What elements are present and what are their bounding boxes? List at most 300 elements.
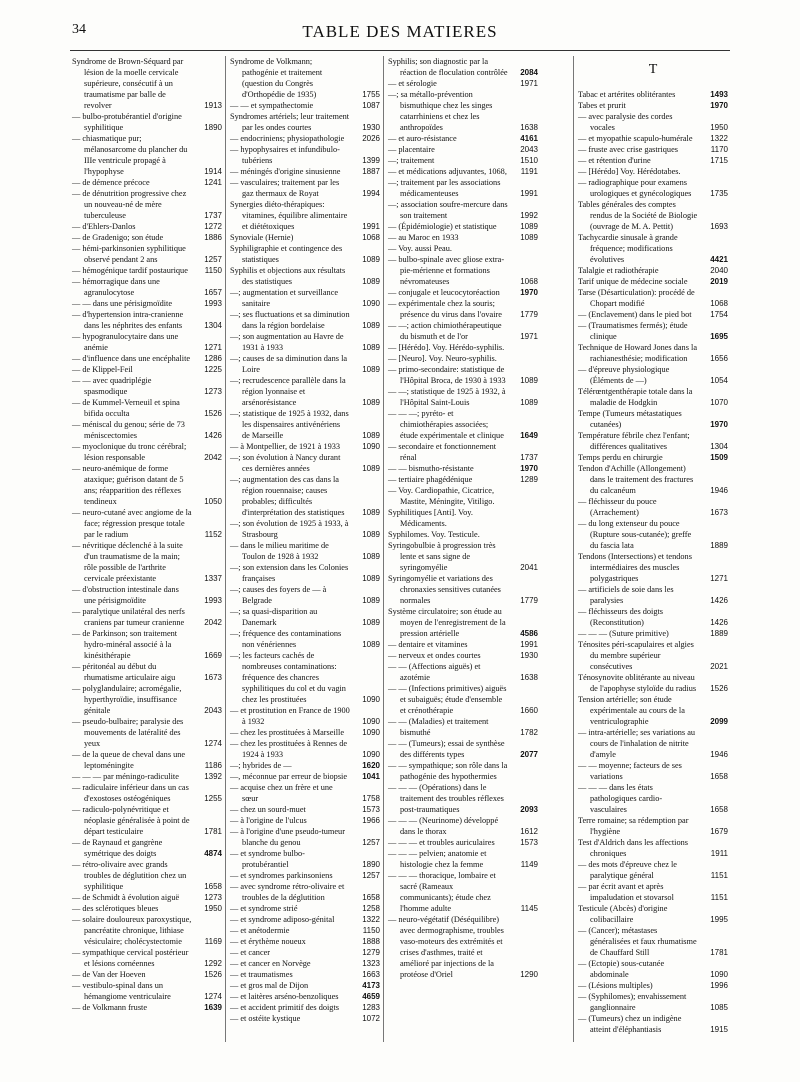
index-entry-text: — — — (Opérations) dans le traitement des troubles réflexes post-traumatiques: [388, 783, 504, 814]
index-entry-page: 1054: [710, 376, 728, 385]
index-entry: [388, 837, 538, 848]
index-entry-text: — radiographique pour examens urologiques et gynécologiques: [578, 178, 692, 198]
index-entry-text: — chez les prostituées à Rennes de 1924 à 1933: [230, 739, 348, 759]
index-entry-text: —; sa quasi-disparition au Danemark: [230, 607, 318, 627]
index-entry-page: 1950: [710, 123, 728, 132]
index-entry-page: 1971: [520, 332, 538, 341]
index-entry-page: 2093: [520, 805, 538, 814]
index-entry-text: Tables générales des comptes rendus de la Société de Biologie (ouvrage de M. A. Pettit): [578, 200, 698, 231]
index-entry-page: 1274: [204, 992, 222, 1001]
index-entry-page: 1673: [710, 508, 728, 517]
index-entry: [230, 408, 380, 441]
index-entry-page: 2026: [362, 134, 380, 143]
index-entry-text: —; les facteurs cachés de nombreuses contaminations: fréquence des chancres syphilitiques du col et du vagin chez les prostituées: [230, 651, 346, 704]
index-entry-page: 1151: [710, 893, 728, 902]
index-entry-text: — de Klippel-Feil: [72, 365, 133, 374]
index-entry-page: 1715: [710, 156, 728, 165]
index-entry-page: 1089: [362, 431, 380, 440]
index-entry-page: 1169: [204, 937, 222, 946]
index-entry-text: Terre romaine; sa rédemption par l'hygiène: [578, 816, 689, 836]
index-entry: [388, 408, 538, 441]
index-entry-page: 1150: [362, 926, 380, 935]
index-entry-page: 1090: [710, 970, 728, 979]
index-entry-text: —; sa métallo-prévention bismuthique chez les singes catarrhiniens et chez les anthropoïdes: [388, 90, 493, 132]
index-entry: [388, 760, 538, 782]
index-entry: [72, 419, 222, 441]
index-entry: [388, 815, 538, 837]
index-entry-page: 1695: [710, 332, 728, 341]
index-entry: [388, 298, 538, 320]
index-entry: [230, 243, 380, 265]
index-entry: [230, 925, 380, 936]
index-entry-page: 1660: [520, 706, 538, 715]
index-entry-text: — hémi-parkinsonien syphilitique observé pendant 2 ans: [72, 244, 186, 264]
index-entry-page: 1170: [710, 145, 728, 154]
index-entry: [72, 221, 222, 232]
index-entry-page: 1089: [362, 574, 380, 583]
index-entry: [230, 452, 380, 474]
index-entry-text: — fléchisseur du pouce (Arrachement): [578, 497, 657, 517]
index-entry-text: Tabac et artérites oblitérantes: [578, 90, 676, 99]
index-entry: [388, 353, 538, 364]
index-entry: [72, 947, 222, 969]
index-entry-page: 1322: [362, 915, 380, 924]
index-entry-page: 1068: [362, 233, 380, 242]
index-entry-page: 1186: [204, 761, 222, 770]
index-entry-page: 1758: [362, 794, 380, 803]
index-entry-page: 1639: [204, 1003, 222, 1012]
index-entry: [578, 276, 728, 287]
index-entry-text: — hémorragique dans une agranulocytose: [72, 277, 160, 297]
index-entry: [230, 771, 380, 782]
index-entry-text: — et syndromes parkinsoniens: [230, 871, 333, 880]
index-entry: [578, 991, 728, 1013]
index-entry: [72, 243, 222, 265]
index-entry-text: — (Syphilomes); envahissement ganglionnaire: [578, 992, 687, 1012]
index-entry-page: 1392: [204, 772, 222, 781]
index-entry-page: 2021: [710, 662, 728, 671]
index-entry-text: — de démence précoce: [72, 178, 150, 187]
index-entry-text: — — avec quadriplégie spasmodique: [72, 376, 152, 396]
index-entry: [72, 606, 222, 628]
index-entry: [72, 914, 222, 947]
index-entry-text: — et laitères arséno-benzoliques: [230, 992, 339, 1001]
index-entry-page: 1050: [204, 497, 222, 506]
index-entry: [578, 672, 728, 694]
index-entry-page: 1089: [362, 552, 380, 561]
index-entry-text: Synergies diéto-thérapiques: vitamines, équilibre alimentaire et diététoxiques: [230, 200, 348, 231]
index-entry-text: — d'hypertension intra-cranienne dans les néphrites des enfants: [72, 310, 184, 330]
index-entry-text: — sympathique cervical postérieur et lésions cornéennes: [72, 948, 189, 968]
index-entry-page: 1991: [520, 189, 538, 198]
index-entry: [578, 837, 728, 859]
index-entry: [72, 353, 222, 364]
index-entry-page: 1755: [362, 90, 380, 99]
index-entry: [578, 386, 728, 408]
index-entry: [230, 309, 380, 331]
index-entry-text: — Voy. aussi Peau.: [388, 244, 452, 253]
index-entry-page: 1620: [362, 761, 380, 770]
index-entry-text: —; son évolution à Nancy durant ces dernières années: [230, 453, 341, 473]
index-entry: [72, 980, 222, 1002]
index-entry-text: —; augmentation des cas dans la région rouennaise; causes probables; difficultés d'interprétation des statistiques: [230, 475, 345, 517]
index-entry-page: 1657: [204, 288, 222, 297]
index-entry: [578, 265, 728, 276]
index-entry-page: 1737: [204, 211, 222, 220]
index-entry: [230, 969, 380, 980]
index-entry: [72, 364, 222, 375]
index-entry-page: 1283: [362, 1003, 380, 1012]
index-entry-text: — — (Tumeurs); essai de synthèse des différents types: [388, 739, 505, 759]
index-entry: [230, 562, 380, 584]
index-entry: [72, 540, 222, 584]
index-entry-text: Tarse (Désarticulation): procédé de Chopart modifié: [578, 288, 695, 308]
index-entry-text: Talalgie et radiothérapie: [578, 266, 659, 275]
index-entry-text: — et érythème noueux: [230, 937, 306, 946]
index-entry-page: 1779: [520, 596, 538, 605]
index-entry-page: 2041: [520, 563, 538, 572]
index-entry-text: — chiasmatique pur; mélanosarcome du plancher du IIIe ventricule propagé à l'hypophyse: [72, 134, 188, 176]
index-entry: [72, 188, 222, 221]
index-entry-page: 4161: [520, 134, 538, 143]
index-entry-text: — et traumatismes: [230, 970, 293, 979]
index-entry: [578, 958, 728, 980]
index-entry: [230, 903, 380, 914]
index-entry-page: 1914: [204, 167, 222, 176]
index-entry-text: — conjugale et leucocytoréaction: [388, 288, 500, 297]
index-entry-text: Temps perdu en chirurgie: [578, 453, 663, 462]
index-entry-text: — — — et troubles auriculaires: [388, 838, 495, 847]
index-entry-text: — neuro-cutané avec angiome de la face; régression presque totale par le radium: [72, 508, 192, 539]
index-entry-text: — — et sympathectomie: [230, 101, 314, 110]
index-entry: [388, 650, 538, 661]
index-entry: [388, 441, 538, 463]
index-entry: [388, 386, 538, 408]
index-entry: [388, 716, 538, 738]
index-entry: [578, 859, 728, 881]
index-entry-text: — méniscal du genou; série de 73 méniscectomies: [72, 420, 185, 440]
index-entry-page: 1930: [362, 123, 380, 132]
index-entry: [578, 881, 728, 903]
index-entry-text: Tension artérielle; son étude expérimentale au cours de la ventriculographie: [578, 695, 685, 726]
index-entry: [72, 1002, 222, 1013]
index-entry-page: 1271: [710, 574, 728, 583]
index-entry-page: 1068: [520, 277, 538, 286]
index-entry-text: Syndrome de Volkmann; pathogénie et traitement (question du Congrès d'Orthopédie de 1935): [230, 57, 323, 99]
index-entry: [388, 133, 538, 144]
index-entry-page: 1573: [520, 838, 538, 847]
index-entry: [578, 309, 728, 320]
index-entry: [230, 826, 380, 848]
index-entry-page: 1658: [362, 893, 380, 902]
index-entry-page: 1289: [520, 475, 538, 484]
index-entry-page: 1649: [520, 431, 538, 440]
index-entry-page: 4874: [204, 849, 222, 858]
index-entry-page: 1782: [520, 728, 538, 737]
index-entry-page: 1090: [362, 695, 380, 704]
index-entry: [388, 254, 538, 287]
index-entry-page: 4173: [362, 981, 380, 990]
index-entry-page: 1991: [520, 640, 538, 649]
index-entry: [230, 628, 380, 650]
index-entry-text: — hypophysaires et infundibulo-tubériens: [230, 145, 340, 165]
index-entry-text: Syndrome de Brown-Séquard par lésion de la moelle cervicale supérieure, consécutif à un traumatisme par balle de revolver: [72, 57, 184, 110]
index-entry-text: — tertiaire phagédénique: [388, 475, 473, 484]
index-entry-text: — avec syndrome rétro-olivaire et troubles de la déglutition: [230, 882, 345, 902]
index-entry: [72, 56, 222, 111]
index-entry-page: 1673: [204, 673, 222, 682]
index-entry-text: Synoviale (Hernie): [230, 233, 294, 242]
index-entry-text: —, méconnue par erreur de biopsie: [230, 772, 348, 781]
index-entry: [230, 1013, 380, 1024]
index-entry-page: 1068: [710, 299, 728, 308]
index-entry-text: — des mots d'épreuve chez le paralytique général: [578, 860, 677, 880]
index-entry-text: — vestibulo-spinal dans un hémangiome ventriculaire: [72, 981, 171, 1001]
index-entry: [230, 441, 380, 452]
index-entry-page: 1426: [204, 431, 222, 440]
index-entry-page: 1255: [204, 794, 222, 803]
index-entry-text: — — (Affections aiguës) et azotémie: [388, 662, 481, 682]
index-entry-text: — du long extenseur du pouce (Rupture sous-cutanée); greffe du fascia lata: [578, 519, 692, 550]
index-entry-text: — [Hérédo] Voy. Hérédotabes.: [578, 167, 681, 176]
index-entry: [578, 639, 728, 672]
index-entry-page: 1399: [362, 156, 380, 165]
index-entry: [72, 276, 222, 298]
index-entry-page: 1612: [520, 827, 538, 836]
index-entry: [388, 221, 538, 232]
index-entry-page: 1089: [520, 233, 538, 242]
index-entry-page: 1089: [362, 596, 380, 605]
index-entry-page: 1292: [204, 959, 222, 968]
index-entry: [578, 606, 728, 628]
index-entry: [72, 375, 222, 397]
index-entry: [388, 89, 538, 133]
index-entry-text: Ténosites péri-scapulaires et algies du membre supérieur consécutives: [578, 640, 694, 671]
index-entry-text: — à Montpellier, de 1921 à 1933: [230, 442, 341, 451]
index-entry-text: —; recrudescence parallèle dans la région lyonnaise et arsénorésistance: [230, 376, 346, 407]
index-entry-text: — — — dans les états pathologiques cardio-vasculaires: [578, 783, 663, 814]
index-entry-text: — dentaire et vitamines: [388, 640, 468, 649]
index-entry: [578, 342, 728, 364]
index-entry-text: — bulbo-spinale avec gliose extra-pie-mérienne et formations névromateuses: [388, 255, 505, 286]
index-entry: [578, 320, 728, 342]
index-entry-page: 1089: [362, 530, 380, 539]
index-entry-text: Syringomyélie et variations des chronaxies sensitives cutanées normales: [388, 574, 501, 605]
index-entry-page: 1779: [520, 310, 538, 319]
index-entry-text: — chez un sourd-muet: [230, 805, 306, 814]
index-entry-page: 1663: [362, 970, 380, 979]
index-entry-text: — et cancer: [230, 948, 271, 957]
index-entry: [72, 111, 222, 133]
index-entry-page: 1638: [520, 673, 538, 682]
index-entry-page: 1991: [362, 222, 380, 231]
index-entry-text: — placentaire: [388, 145, 435, 154]
index-entry-text: — (Cancer); métastases généralisées et faux rhumatisme de Chauffard Still: [578, 926, 697, 957]
index-entry-page: 1638: [520, 123, 538, 132]
index-entry: [388, 848, 538, 870]
index-entry: [578, 100, 728, 111]
index-entry-text: — — — (Neurinome) développé dans le thorax: [388, 816, 499, 836]
index-entry-text: Syphilomes. Voy. Testicule.: [388, 530, 480, 539]
index-entry-page: 1087: [362, 101, 380, 110]
index-entry-page: 1274: [204, 739, 222, 748]
index-entry-text: — chez les prostituées à Marseille: [230, 728, 345, 737]
index-entry-page: 1889: [710, 629, 728, 638]
index-entry-page: 1970: [520, 464, 538, 473]
index-entry-page: 1992: [520, 211, 538, 220]
index-entry-page: 2042: [204, 453, 222, 462]
index-entry: [578, 177, 728, 199]
index-entry-text: — bulbo-protubérantiel d'origine syphilitique: [72, 112, 182, 132]
index-entry-text: Tabes et prurit: [578, 101, 626, 110]
index-entry-text: — névritique déclenché à la suite d'un traumatisme de la main; rôle possible de l'arthrite cervicale préexistante: [72, 541, 183, 583]
index-entry: [388, 529, 538, 540]
header-rule: [70, 50, 730, 51]
index-entry-page: 1995: [710, 915, 728, 924]
index-entry-text: —; traitement: [388, 156, 435, 165]
index-entry-page: 1426: [710, 596, 728, 605]
index-entry: [72, 892, 222, 903]
index-entry-text: Syphilitiques [Anti]. Voy. Médicaments.: [388, 508, 473, 528]
index-entry-text: — paralytique unilatéral des nerfs craniens par tumeur cranienne: [72, 607, 185, 627]
index-entry: [388, 540, 538, 573]
index-entry: [578, 551, 728, 584]
index-entry-page: 1290: [520, 970, 538, 979]
index-entry-page: 1089: [362, 640, 380, 649]
index-entry-page: 1493: [710, 90, 728, 99]
index-entry-text: — par écrit avant et après impaludation et stovarsol: [578, 882, 674, 902]
index-entry: [578, 518, 728, 551]
index-entry-page: 1526: [204, 970, 222, 979]
index-entry: [230, 584, 380, 606]
index-entry-text: — endocriniens; physiopathologie: [230, 134, 345, 143]
index-entry-text: — — dans une périsigmoïdite: [72, 299, 173, 308]
index-entry-text: Tachycardie sinusale à grande fréquence; modifications évolutives: [578, 233, 678, 264]
index-entry: [230, 991, 380, 1002]
index-entry-page: 1970: [710, 420, 728, 429]
index-entry-text: —; augmentation et surveillance sanitaire: [230, 288, 339, 308]
index-entry-page: 1089: [362, 508, 380, 517]
index-entry-page: 1970: [710, 101, 728, 110]
index-entry-text: — — sympathique; son rôle dans la pathogénie des hypothermies: [388, 761, 508, 781]
index-entry: [578, 133, 728, 144]
index-entry: [388, 485, 538, 507]
index-entry: [578, 199, 728, 232]
index-entry: [230, 958, 380, 969]
index-entry: [578, 782, 728, 815]
index-entry: [388, 738, 538, 760]
index-entry-page: 1089: [520, 222, 538, 231]
index-entry: [388, 232, 538, 243]
index-entry-page: 1286: [204, 354, 222, 363]
index-entry-text: Testicule (Abcès) d'origine colibacillaire: [578, 904, 668, 924]
index-entry: [578, 727, 728, 760]
index-entry-page: 2019: [710, 277, 728, 286]
index-entry-text: — et accident primitif des doigts: [230, 1003, 339, 1012]
index-entry: [388, 474, 538, 485]
index-entry-text: — de Raynaud et gangrène symétrique des doigts: [72, 838, 163, 858]
index-entry: [230, 815, 380, 826]
index-entry: [230, 56, 380, 100]
index-entry: [230, 980, 380, 991]
index-entry-page: 1090: [362, 299, 380, 308]
index-entry: [72, 804, 222, 837]
index-entry: [578, 144, 728, 155]
index-entry-page: 1526: [204, 409, 222, 418]
index-entry-page: 1273: [204, 387, 222, 396]
index-entry-text: —; traitement par les associations médicamenteuses: [388, 178, 501, 198]
index-entry-page: 1737: [520, 453, 538, 462]
index-entry-text: — de Gradenigo; son étude: [72, 233, 164, 242]
index-entry: [230, 947, 380, 958]
index-entry: [72, 177, 222, 188]
index-entry: [72, 903, 222, 914]
index-entry-page: 1041: [362, 772, 380, 781]
index-entry: [388, 56, 538, 78]
index-entry-page: 1337: [204, 574, 222, 583]
index-entry-text: —; son extension dans les Colonies françaises: [230, 563, 349, 583]
index-entry: [230, 518, 380, 540]
index-entry-page: 1946: [710, 486, 728, 495]
index-entry: [578, 232, 728, 265]
index-entry: [230, 804, 380, 815]
index-entry-page: 1272: [204, 222, 222, 231]
index-entry-text: — (Ectopie) sous-cutanée abdominale: [578, 959, 665, 979]
index-entry-page: 1072: [362, 1014, 380, 1023]
index-entry: [230, 375, 380, 408]
index-entry-page: 1225: [204, 365, 222, 374]
index-entry: [230, 166, 380, 177]
index-entry-text: Télérœntgenthérapie totale dans la maladie de Hodgkin: [578, 387, 693, 407]
index-entry-page: 1993: [204, 299, 222, 308]
index-entry-page: 2099: [710, 717, 728, 726]
index-entry-text: Syphilis; son diagnostic par la réaction de floculation contrôlée: [388, 57, 508, 77]
index-entry-page: 1271: [204, 343, 222, 352]
index-entry-text: — de Van der Hoeven: [72, 970, 146, 979]
index-entry-text: — des sclérotiques bleues: [72, 904, 159, 913]
index-entry-page: 1656: [710, 354, 728, 363]
index-entry-page: 1946: [710, 750, 728, 759]
index-entry-text: Tempe (Tumeurs métastatiques cutanées): [578, 409, 682, 429]
index-entry-text: Syphilis et objections aux résultats des statistiques: [230, 266, 346, 286]
index-entry-text: — nerveux et ondes courtes: [388, 651, 481, 660]
index-entry-page: 1090: [362, 442, 380, 451]
index-entry-text: — et syndrome adiposo-génital: [230, 915, 335, 924]
index-entry-page: 1970: [520, 288, 538, 297]
index-entry: [230, 760, 380, 771]
index-entry: [230, 936, 380, 947]
index-entry-text: — vasculaires; traitement par les gaz thermaux de Royat: [230, 178, 340, 198]
index-entry-text: — de Parkinson; son traitement hydro-minéral associé à la kinésithérapie: [72, 629, 178, 660]
index-entry-text: — hypogranulocytaire dans une anémie: [72, 332, 179, 352]
column-divider: [573, 56, 574, 1042]
index-entry: [230, 287, 380, 309]
index-entry-text: — Voy. Cardiopathie, Cicatrice, Mastite, Méningite, Vitiligo.: [388, 486, 495, 506]
index-entry-page: 2043: [520, 145, 538, 154]
index-entry: [388, 166, 538, 177]
index-entry-text: — de la queue de cheval dans une leptoméningite: [72, 750, 186, 770]
index-entry-text: — et gros mal de Dijon: [230, 981, 309, 990]
index-entry: [388, 287, 538, 298]
index-entry-page: 4586: [520, 629, 538, 638]
index-entry: [230, 100, 380, 111]
index-entry-page: 1693: [710, 222, 728, 231]
index-entry-text: — — (Infections primitives) aiguës et subaiguës; étude d'ensemble et crénothérapie: [388, 684, 507, 715]
index-entry-text: — de Volkmann fruste: [72, 1003, 148, 1012]
index-entry-text: — expérimentale chez la souris; présence du virus dans l'ovaire: [388, 299, 502, 319]
index-entry: [230, 144, 380, 166]
index-entry-text: Syndromes artériels; leur traitement par les ondes courtes: [230, 112, 350, 132]
